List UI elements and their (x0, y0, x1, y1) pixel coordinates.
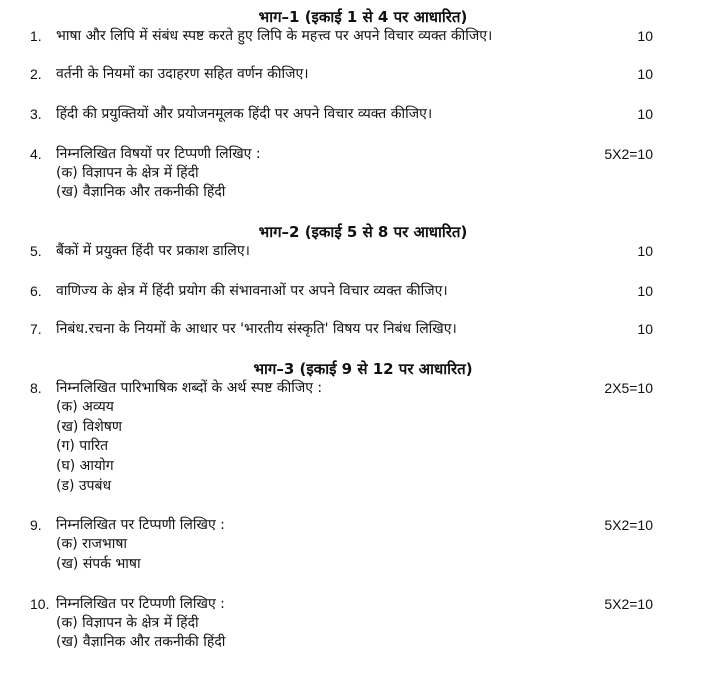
sub-item: (घ) आयोग (56, 458, 114, 474)
question-text: निम्नलिखित पर टिप्पणी लिखिए : (56, 596, 225, 612)
sub-item: (क) विज्ञापन के क्षेत्र में हिंदी (56, 165, 199, 181)
question-number: 6. (30, 283, 42, 299)
question-number: 1. (30, 28, 42, 44)
part-2-heading: भाग–2 (इकाई 5 से 8 पर आधारित) (258, 223, 468, 241)
question-number: 5. (30, 243, 42, 259)
sub-item: (ड) उपबंध (56, 478, 112, 494)
sub-item: (ग) पारित (56, 438, 109, 454)
question-text: निम्नलिखित पारिभाषिक शब्दों के अर्थ स्पष्ट कीजिए : (56, 380, 323, 396)
question-marks: 10 (637, 28, 653, 44)
question-text: निम्नलिखित पर टिप्पणी लिखिए : (56, 517, 225, 533)
question-marks: 10 (637, 321, 653, 337)
question-marks: 2X5=10 (604, 380, 653, 396)
question-marks: 5X2=10 (604, 596, 653, 612)
question-text: निबंध.रचना के नियमों के आधार पर 'भारतीय संस्कृति' विषय पर निबंध लिखिए। (56, 321, 457, 337)
sub-item: (ख) वैज्ञानिक और तकनीकी हिंदी (56, 634, 226, 650)
question-marks: 10 (637, 106, 653, 122)
question-marks: 10 (637, 283, 653, 299)
part-1-heading: भाग–1 (इकाई 1 से 4 पर आधारित) (258, 8, 468, 26)
question-text: निम्नलिखित विषयों पर टिप्पणी लिखिए : (56, 146, 261, 162)
sub-item: (क) विज्ञापन के क्षेत्र में हिंदी (56, 615, 199, 631)
question-text: वाणिज्य के क्षेत्र में हिंदी प्रयोग की संभावनाओं पर अपने विचार व्यक्त कीजिए। (56, 283, 448, 299)
sub-item: (ख) संपर्क भाषा (56, 556, 141, 572)
sub-item: (ख) विशेषण (56, 419, 122, 435)
part-3-heading: भाग–3 (इकाई 9 से 12 पर आधारित) (253, 360, 473, 378)
question-number: 9. (30, 517, 42, 533)
question-text: हिंदी की प्रयुक्तियों और प्रयोजनमूलक हिंदी पर अपने विचार व्यक्त कीजिए। (56, 106, 433, 122)
question-number: 4. (30, 146, 42, 162)
question-number: 7. (30, 321, 42, 337)
sub-item: (क) अव्यय (56, 399, 114, 415)
question-number: 10. (30, 596, 50, 612)
question-number: 2. (30, 66, 42, 82)
question-number: 3. (30, 106, 42, 122)
question-text: वर्तनी के नियमों का उदाहरण सहित वर्णन कीजिए। (56, 66, 309, 82)
question-number: 8. (30, 380, 42, 396)
sub-item: (ख) वैज्ञानिक और तकनीकी हिंदी (56, 184, 226, 200)
sub-item: (क) राजभाषा (56, 536, 128, 552)
question-text: भाषा और लिपि में संबंध स्पष्ट करते हुए लिपि के महत्त्व पर अपने विचार व्यक्त कीजिए। (56, 28, 493, 44)
question-marks: 5X2=10 (604, 517, 653, 533)
question-text: बैंकों में प्रयुक्त हिंदी पर प्रकाश डालिए। (56, 243, 250, 259)
question-marks: 10 (637, 66, 653, 82)
question-marks: 5X2=10 (604, 146, 653, 162)
question-marks: 10 (637, 243, 653, 259)
